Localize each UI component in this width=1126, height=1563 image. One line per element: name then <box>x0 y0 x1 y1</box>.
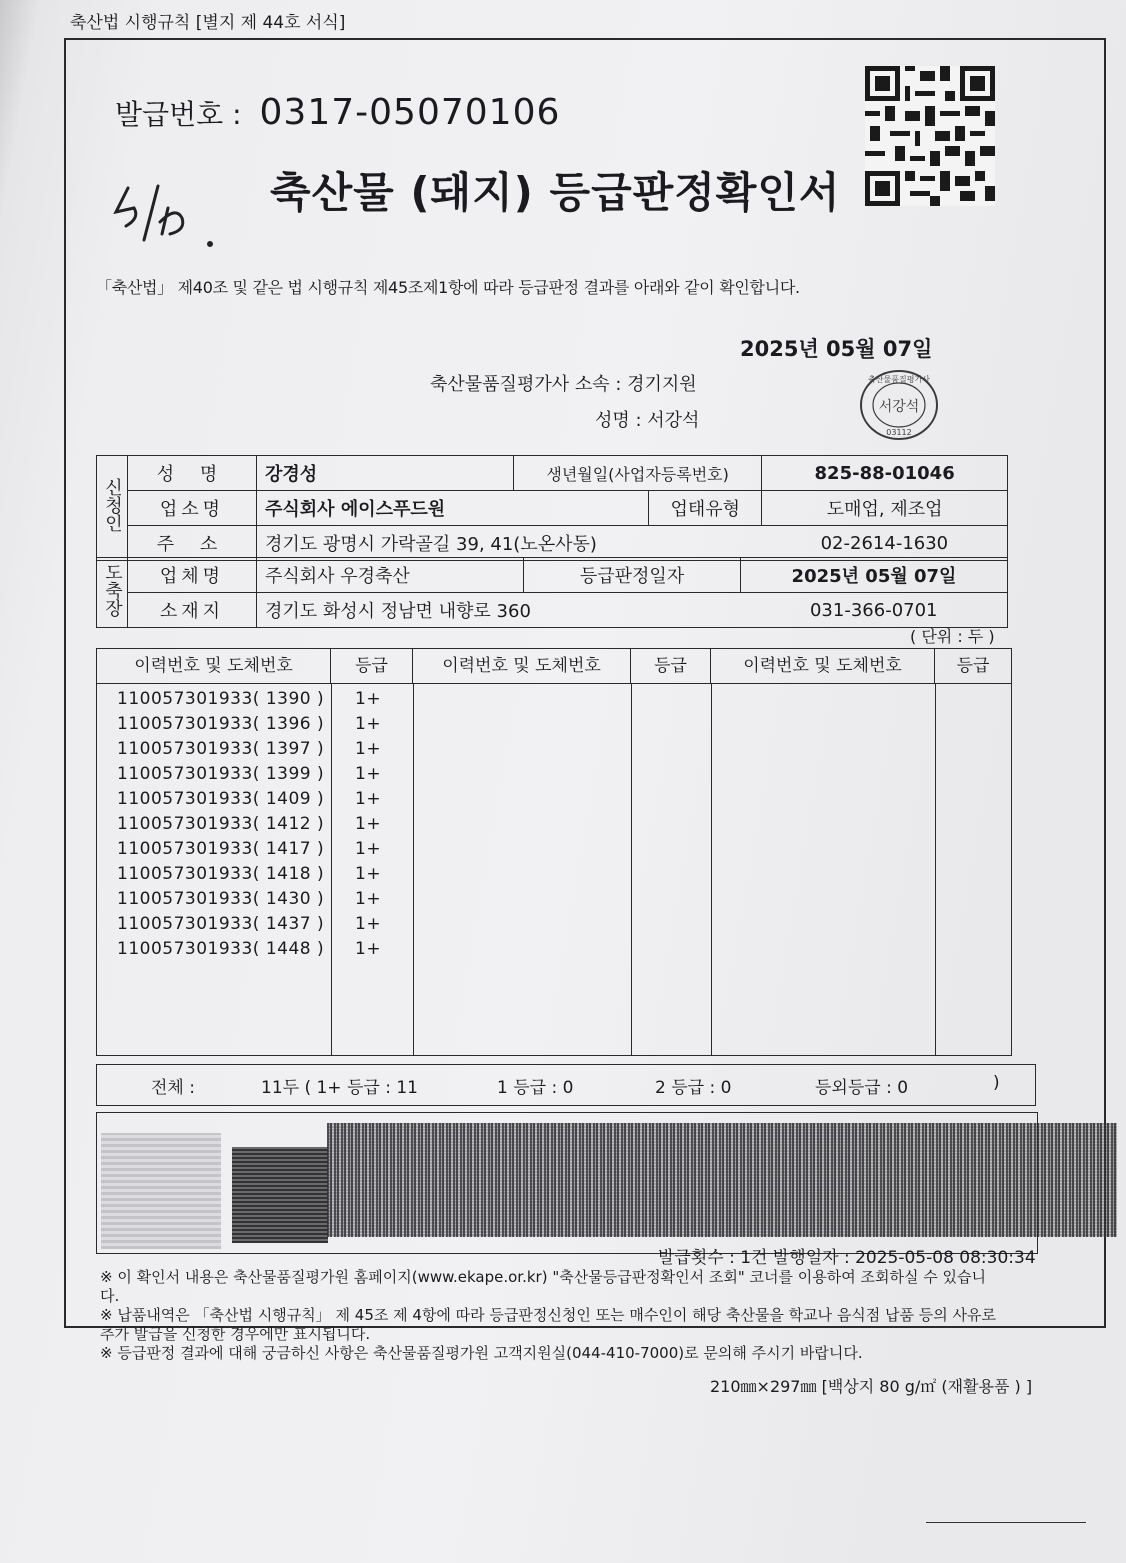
form-id: 축산법 시행규칙 [별지 제 44호 서식] <box>70 13 346 33</box>
footnote: ※ 납품내역은 「축산법 시행규칙」 제 45조 제 4항에 따라 등급판정신청인 또는 매수인이 해당 축산물을 학교나 음식점 납품 등의 사유로 추가 발급을 신청한 경우에만 표시됩니다. <box>100 1306 997 1343</box>
location-label: 소재지 <box>128 593 257 628</box>
record-grade: 1+ <box>355 689 382 709</box>
seal-number: 03112 <box>886 428 912 437</box>
records-header-id-3: 이력번호 및 도체번호 <box>711 649 935 683</box>
table-row <box>117 789 382 809</box>
slaughterhouse-table <box>96 557 1008 628</box>
table-row <box>117 889 382 909</box>
record-id: 110057301933( 1412 ) <box>117 814 325 834</box>
footnote: ※ 이 확인서 내용은 축산물품질평가원 홈페이지(www.ekape.or.kr) "축산물등급판정확인서 조회" 코너를 이용하여 조회하실 수 있습니다. <box>100 1268 986 1305</box>
address-label: 주 소 <box>128 526 257 561</box>
table-row <box>117 764 382 784</box>
divider <box>926 1522 1086 1523</box>
record-grade: 1+ <box>355 764 382 784</box>
issue-label: 발급번호 : <box>115 98 242 131</box>
company-label: 업체명 <box>128 558 257 593</box>
records-header-id-1: 이력번호 및 도체번호 <box>97 649 331 683</box>
record-id: 110057301933( 1448 ) <box>117 939 325 959</box>
footnote: ※ 등급판정 결과에 대해 궁금하신 사항은 축산물품질평가원 고객지원실(044-410-7000)로 문의해 주시기 바랍니다. <box>100 1344 863 1362</box>
totals-grade-2: 2 등급 : 0 <box>655 1078 732 1098</box>
grader-affiliation: 축산물품질평가사 소속 : 경기지원 <box>430 374 697 395</box>
record-id: 110057301933( 1390 ) <box>117 689 325 709</box>
record-id: 110057301933( 1417 ) <box>117 839 325 859</box>
record-grade: 1+ <box>355 714 382 734</box>
slaughterhouse-company: 주식회사 우경축산 <box>257 558 524 593</box>
record-grade: 1+ <box>355 914 382 934</box>
reg-number: 825-88-01046 <box>762 456 1008 491</box>
slaughterhouse-side-text: 도축장 <box>102 562 123 617</box>
table-row <box>117 839 382 859</box>
applicant-table <box>96 455 1008 561</box>
table-row <box>117 939 382 959</box>
totals-ungraded: 등외등급 : 0 <box>815 1078 909 1098</box>
barcode-icon <box>327 1123 1117 1237</box>
records-column-divider <box>711 683 712 1055</box>
record-grade: 1+ <box>355 789 382 809</box>
record-id: 110057301933( 1409 ) <box>117 789 325 809</box>
totals-grade-1: 1 등급 : 0 <box>497 1078 574 1098</box>
records-column-divider <box>413 683 414 1055</box>
grader-name: 성명 : 서강석 <box>595 410 700 431</box>
table-row <box>117 814 382 834</box>
business-type: 도매업, 제조업 <box>762 491 1008 526</box>
records-column-divider <box>331 683 332 1055</box>
business-name: 주식회사 에이스푸드원 <box>257 491 649 526</box>
barcode-left-block <box>101 1133 221 1249</box>
slaughterhouse-location: 경기도 화성시 정남면 내향로 360 <box>257 593 741 628</box>
records-table <box>96 648 1012 1056</box>
table-row <box>117 689 382 709</box>
certificate-date: 2025년 05월 07일 <box>740 337 933 361</box>
slaughterhouse-phone: 031-366-0701 <box>741 593 1008 628</box>
seal-center-text: 서강석 <box>878 399 920 415</box>
barcode-area <box>96 1112 1038 1254</box>
totals-row <box>96 1064 1036 1106</box>
footnotes <box>100 1268 1000 1363</box>
record-grade: 1+ <box>355 814 382 834</box>
barcode-dark-block <box>232 1147 328 1243</box>
record-id: 110057301933( 1396 ) <box>117 714 325 734</box>
issue-meta: 발급횟수 : 1건 발행일자 : 2025-05-08 08:30:34 <box>658 1248 1036 1268</box>
records-header-grade-2: 등급 <box>631 649 711 683</box>
name-label: 성 명 <box>128 456 257 491</box>
records-header-grade-3: 등급 <box>956 656 990 676</box>
unit-label: ( 단위 : 두 ) <box>910 627 995 646</box>
applicant-address: 경기도 광명시 가락골길 39, 41(노온사동) <box>257 526 762 561</box>
records-header-grade-1: 등급 <box>331 649 413 683</box>
reg-number-label: 생년월일(사업자등록번호) <box>514 456 762 491</box>
legal-basis-text: 「축산법」 제40조 및 같은 법 시행규칙 제45조제1항에 따라 등급판정 결과를 아래와 같이 확인합니다. <box>96 278 800 297</box>
business-name-label: 업소명 <box>128 491 257 526</box>
document-title: 축산물 (돼지) 등급판정확인서 <box>270 168 841 217</box>
paper-spec: 210㎜×297㎜ [백상지 80 g/㎡ (재활용품 ) ] <box>710 1377 1033 1396</box>
record-id: 110057301933( 1399 ) <box>117 764 325 784</box>
record-grade: 1+ <box>355 864 382 884</box>
record-grade: 1+ <box>355 889 382 909</box>
record-id: 110057301933( 1430 ) <box>117 889 325 909</box>
record-id: 110057301933( 1437 ) <box>117 914 325 934</box>
record-id: 110057301933( 1418 ) <box>117 864 325 884</box>
records-column-divider <box>935 683 936 1055</box>
applicant-phone: 02-2614-1630 <box>762 526 1008 561</box>
official-seal-icon <box>858 368 940 442</box>
slaughterhouse-side-label <box>97 558 128 628</box>
table-row <box>117 914 382 934</box>
records-header-divider <box>97 683 1011 684</box>
records-header-id-2: 이력번호 및 도체번호 <box>413 649 631 683</box>
table-row <box>117 739 382 759</box>
table-row <box>117 714 382 734</box>
records-column-divider <box>631 683 632 1055</box>
applicant-side-text: 신청인 <box>102 478 123 532</box>
handwritten-note-icon <box>110 178 230 258</box>
record-grade: 1+ <box>355 739 382 759</box>
applicant-side-label <box>97 456 128 561</box>
issue-number-line <box>115 92 560 133</box>
applicant-name: 강경성 <box>257 456 514 491</box>
table-row <box>117 864 382 884</box>
seal-ring-text: 축산물품질평가사 <box>868 375 930 384</box>
record-grade: 1+ <box>355 839 382 859</box>
qr-code-icon <box>865 66 995 206</box>
totals-label: 전체 : <box>151 1078 195 1098</box>
grading-date: 2025년 05월 07일 <box>741 558 1008 593</box>
record-grade: 1+ <box>355 939 382 959</box>
grading-date-label: 등급판정일자 <box>524 558 741 593</box>
business-type-label: 업태유형 <box>649 491 762 526</box>
totals-count: 11두 ( 1+ 등급 : 11 <box>261 1078 418 1098</box>
record-id: 110057301933( 1397 ) <box>117 739 325 759</box>
totals-close: ) <box>993 1073 1000 1093</box>
issue-number: 0317-05070106 <box>259 92 561 133</box>
